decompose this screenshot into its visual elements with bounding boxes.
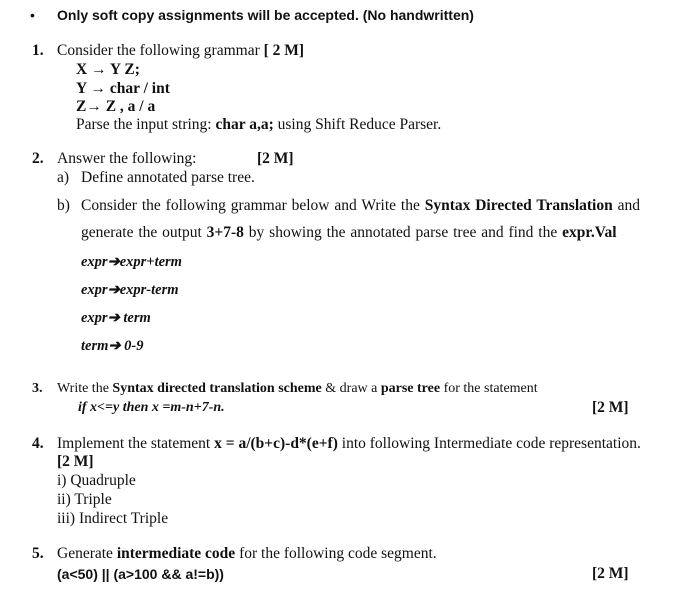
- q2-production-1: expr➔expr+term: [81, 254, 182, 270]
- q4-number: 4.: [32, 435, 44, 452]
- bullet-text: Only soft copy assignments will be accepted. (No handwritten): [57, 7, 474, 23]
- q2-b-line-1: Consider the following grammar below and Write the Syntax Directed Translation and: [81, 197, 640, 214]
- q4-item-3: iii) Indirect Triple: [57, 510, 169, 527]
- q1-rule-1: X → Y Z;: [76, 61, 140, 78]
- q4-item-2: ii) Triple: [57, 491, 112, 508]
- q2-b-label: b): [57, 197, 70, 214]
- q4-text: Implement the statement x = a/(b+c)-d*(e+f) into following Intermediate code representation.: [57, 435, 641, 452]
- q5-text: Generate intermediate code for the following code segment.: [57, 545, 437, 562]
- q1-parse-input: char a,a;: [215, 116, 274, 133]
- q5-code: (a<50) || (a>100 && a!=b)): [57, 566, 224, 582]
- q5-number: 5.: [32, 545, 44, 562]
- q5-marks: [2 M]: [592, 565, 629, 582]
- q3-statement: if x<=y then x =m-n+7-n.: [78, 400, 225, 415]
- q1-rule-3: Z→ Z , a / a: [76, 98, 156, 115]
- q3-text: Write the Syntax directed translation scheme & draw a parse tree for the statement: [57, 381, 538, 396]
- q1-parse-line: Parse the input string: char a,a; using Shift Reduce Parser.: [76, 116, 442, 133]
- q1-rule-2: Y → char / int: [76, 80, 170, 97]
- q2-a-text: Define annotated parse tree.: [81, 169, 255, 186]
- q1-number: 1.: [32, 42, 44, 59]
- bullet-marker: •: [30, 7, 35, 23]
- q2-marks: [2 M]: [257, 150, 294, 167]
- q2-production-3: expr➔ term: [81, 310, 151, 326]
- q4-expression: x = a/(b+c)-d*(e+f): [214, 435, 338, 452]
- q2-number: 2.: [32, 150, 44, 167]
- q2-b-line-2: generate the output 3+7-8 by showing the annotated parse tree and find the expr.Val: [81, 224, 617, 241]
- q4-marks: [2 M]: [57, 453, 94, 470]
- q2-intro: Answer the following:: [57, 150, 197, 167]
- q3-number: 3.: [32, 381, 43, 396]
- q2-production-4: term➔ 0-9: [81, 338, 144, 354]
- q1-intro: Consider the following grammar [ 2 M]: [57, 42, 305, 59]
- q2-a-label: a): [57, 169, 70, 186]
- q3-marks: [2 M]: [592, 399, 629, 416]
- q1-marks: [ 2 M]: [263, 42, 305, 59]
- q2-production-2: expr➔expr-term: [81, 282, 179, 298]
- q4-item-1: i) Quadruple: [57, 472, 136, 489]
